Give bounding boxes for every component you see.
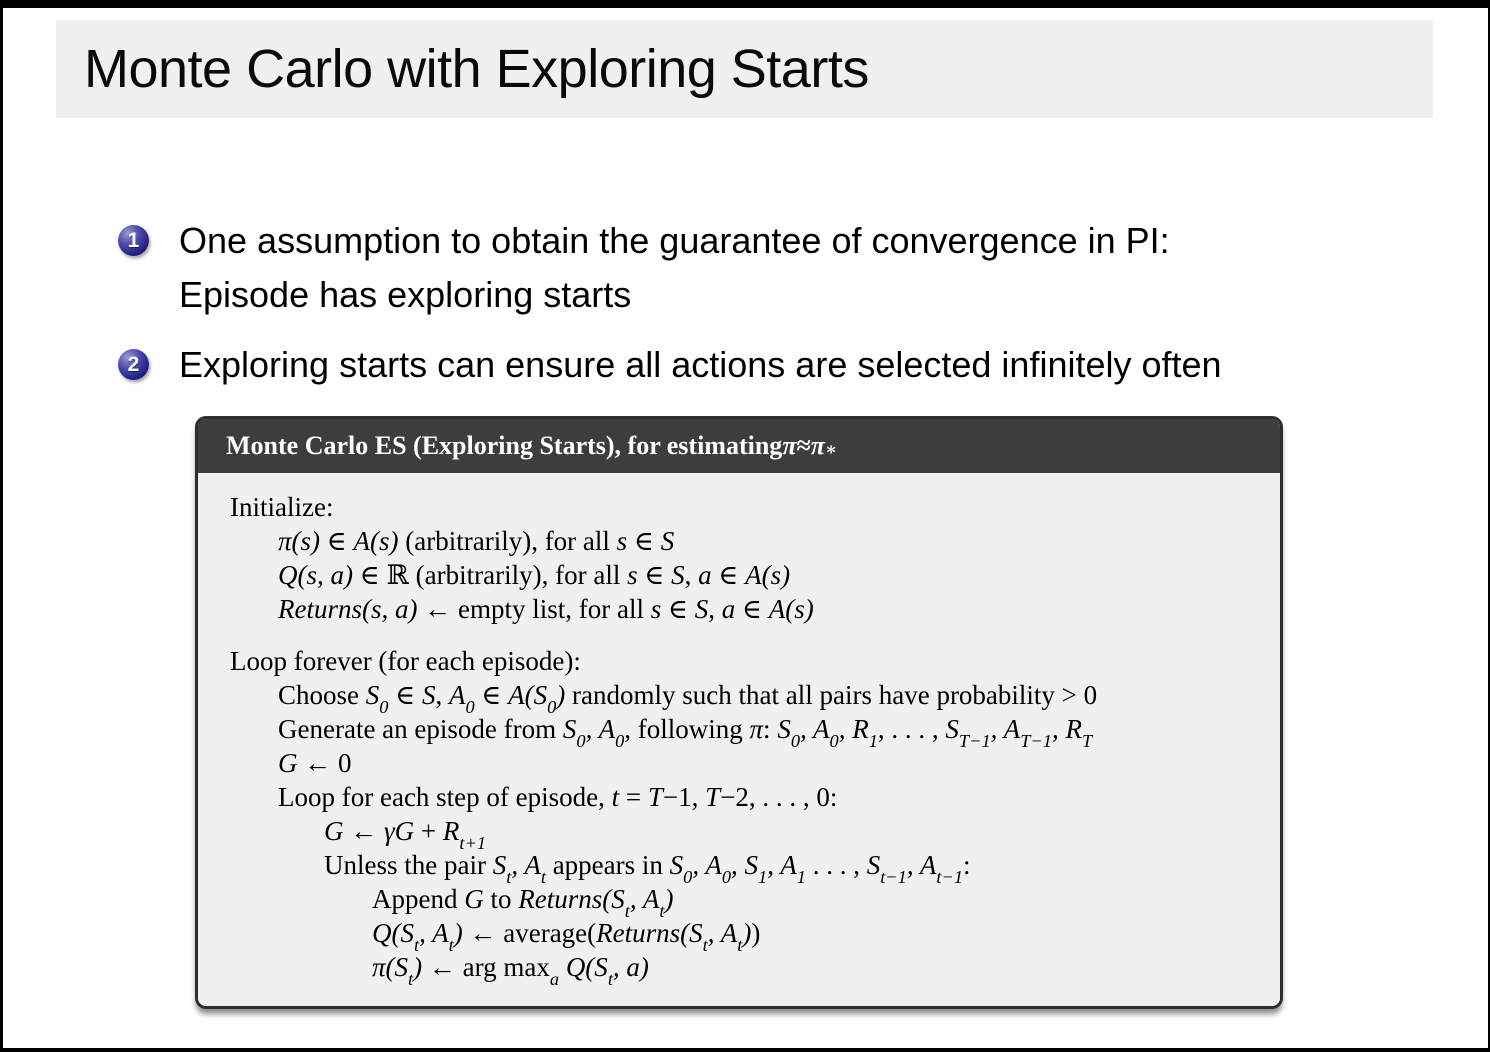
- algorithm-box: [195, 416, 1283, 1009]
- slide: [3, 8, 1488, 1048]
- list-item: [118, 338, 1428, 392]
- algorithm-line: Choose $S_0$ ∈ S, $A_0$ ∈ $A(S_0)$ randomly such that all pairs have probability > 0: [278, 680, 1098, 718]
- bullet-text: [179, 338, 1222, 392]
- algorithm-title: Monte Carlo ES (Exploring Starts), for estimating π ≈ π $_∗$: [198, 419, 1280, 473]
- algorithm-line: Unless the pair $S_t$, $A_t$ appears in $S_0$, $A_0$, $S_1$, $A_1$ . . . , $S_{t-1}$, $A_{t-1}$:: [324, 850, 971, 888]
- algorithm-line: Loop for each step of episode, t = T−1, T−2, . . . , 0:: [278, 782, 838, 812]
- algorithm-line: $\pi(S_t)$ ← arg $\max_a Q(S_t$, a): [372, 952, 649, 990]
- bullet-line: One assumption to obtain the guarantee of convergence in PI:: [179, 220, 1170, 261]
- algorithm-line: G ← $\gamma G + R_{t+1}$: [324, 816, 487, 854]
- bullet-line: Episode has exploring starts: [179, 274, 632, 315]
- bullet-line: Exploring starts can ensure all actions are selected infinitely often: [179, 344, 1222, 385]
- algorithm-line: G ← 0: [278, 748, 352, 778]
- bullet-number: 1: [127, 229, 140, 252]
- bullet-ball-icon: [118, 225, 149, 256]
- algorithm-line: Append G to $Returns(S_t$, $A_t$): [372, 884, 674, 922]
- bullet-number: 2: [127, 353, 140, 376]
- bullet-ball-icon: [118, 349, 149, 380]
- algorithm-line: Generate an episode from $S_0$, $A_0$, following π: $S_0$, $A_0$, $R_1$, . . . , $S_{T-1}$, $A_{T-1}$, $R_T$: [278, 714, 1093, 752]
- bullet-list: [118, 214, 1428, 408]
- list-item: [118, 214, 1428, 322]
- algorithm-line: Initialize:: [230, 492, 334, 522]
- algorithm-line: Returns(s, a) ← empty list, for all s ∈ S, a ∈ A(s): [278, 594, 814, 624]
- algorithm-line: Loop forever (for each episode):: [230, 646, 581, 676]
- algorithm-body: [198, 473, 1280, 1006]
- algorithm-line: π(s) ∈ A(s) (arbitrarily), for all s ∈ S: [278, 526, 675, 556]
- algorithm-line: Q(s, a) ∈ ℝ (arbitrarily), for all s ∈ S, a ∈ A(s): [278, 560, 791, 590]
- algorithm-line: $Q(S_t$, $A_t$) ← $average(Returns(S_t$, $A_t$)): [372, 918, 761, 956]
- slide-title-bar: [56, 20, 1433, 118]
- bullet-text: [179, 214, 1170, 322]
- page-title: Monte Carlo with Exploring Starts: [84, 39, 869, 99]
